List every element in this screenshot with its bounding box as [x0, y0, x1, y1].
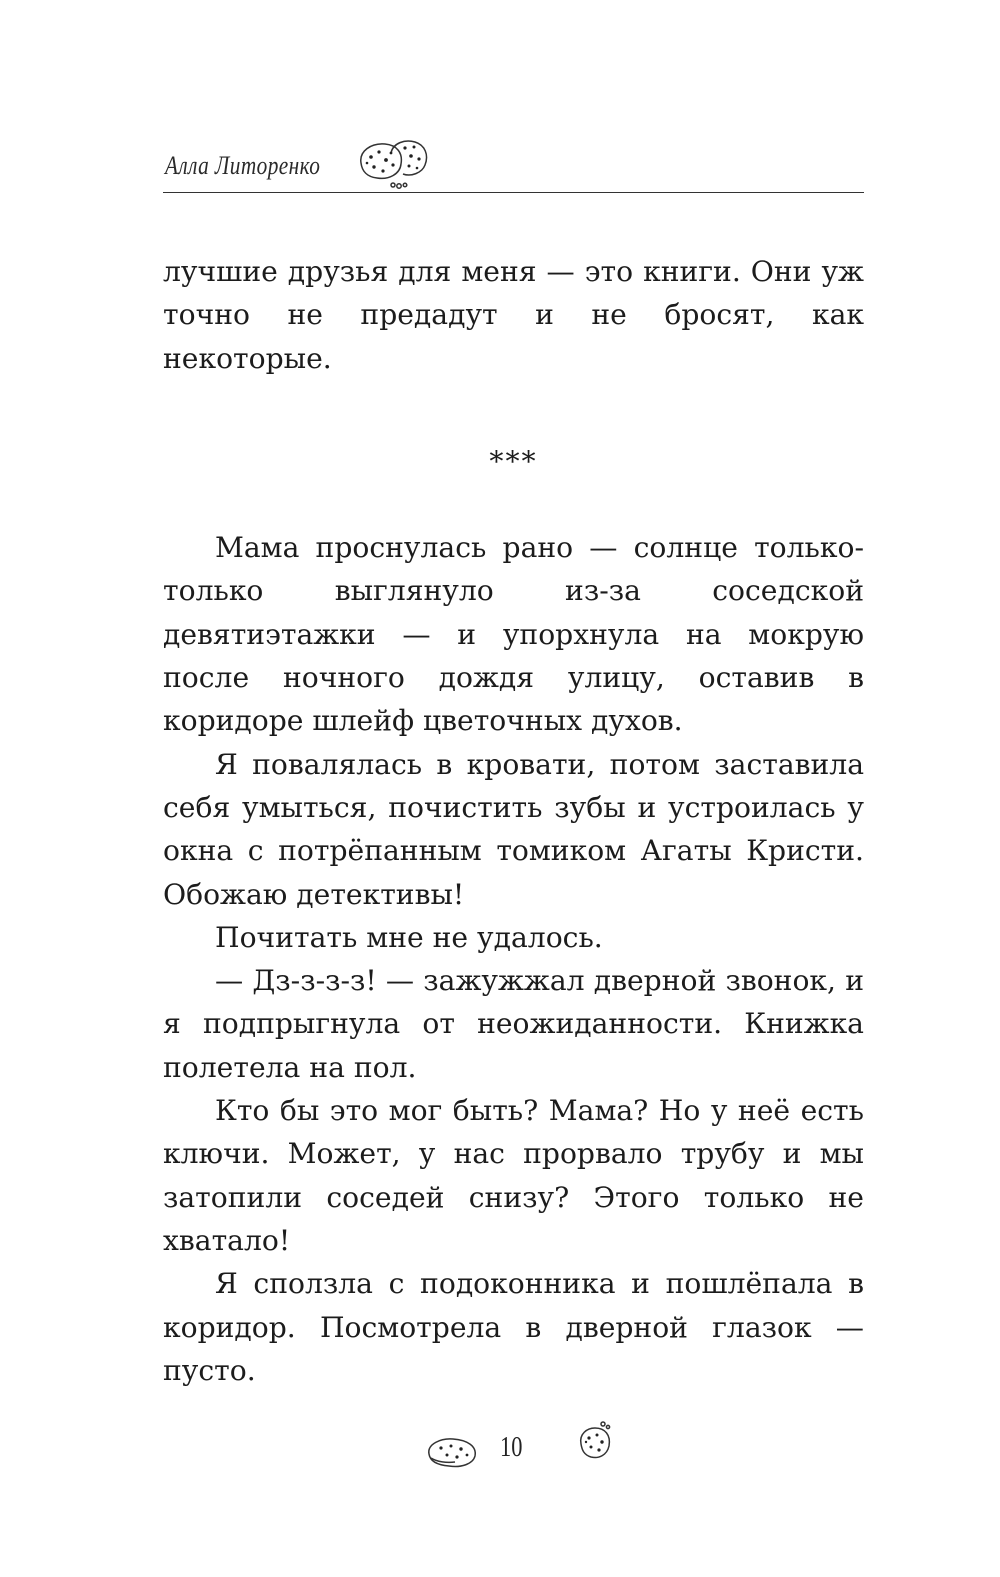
page-number: 10: [500, 1432, 523, 1463]
page-footer: [400, 1420, 620, 1490]
paragraph: Я сползла с подоконника и пошлёпала в коридор. Посмотрела в дверной глазок — пусто.: [163, 1267, 864, 1387]
cookie-icon: [575, 1420, 615, 1465]
paragraph: Мама проснулась рано — солнце только-только выглянуло из-за соседской девятиэтажки — и упорхнула на мокрую после ночного дождя улицу, оставив в коридоре шлейф цветочных духов.: [163, 531, 864, 738]
author-name: Алла Литоренко: [165, 151, 321, 180]
paragraph: Почитать мне не удалось.: [215, 920, 603, 954]
paragraph: Кто бы это мог быть? Мама? Но у неё есть ключи. Может, у нас прорвало трубу и мы затопили соседей снизу? Этого только не хватало!: [163, 1094, 864, 1257]
paragraph: лучшие друзья для меня — это книги. Они уж точно не предадут и не бросят, как некоторые.: [163, 255, 864, 375]
header-rule: [163, 192, 864, 193]
cookie-icon: [425, 1432, 480, 1472]
paragraph: — Дз-з-з-з! — зажужжал дверной звонок, и я подпрыгнула от неожиданности. Книжка полетела на пол.: [163, 964, 864, 1084]
cookies-icon: [353, 133, 433, 191]
running-header: [163, 133, 863, 193]
paragraph: Я повалялась в кровати, потом заставила себя умыться, почистить зубы и устроилась у окна с потрёпанным томиком Агаты Кристи. Обожаю детективы!: [163, 747, 864, 911]
body-text: [163, 250, 864, 1392]
section-separator: ***: [489, 444, 538, 478]
